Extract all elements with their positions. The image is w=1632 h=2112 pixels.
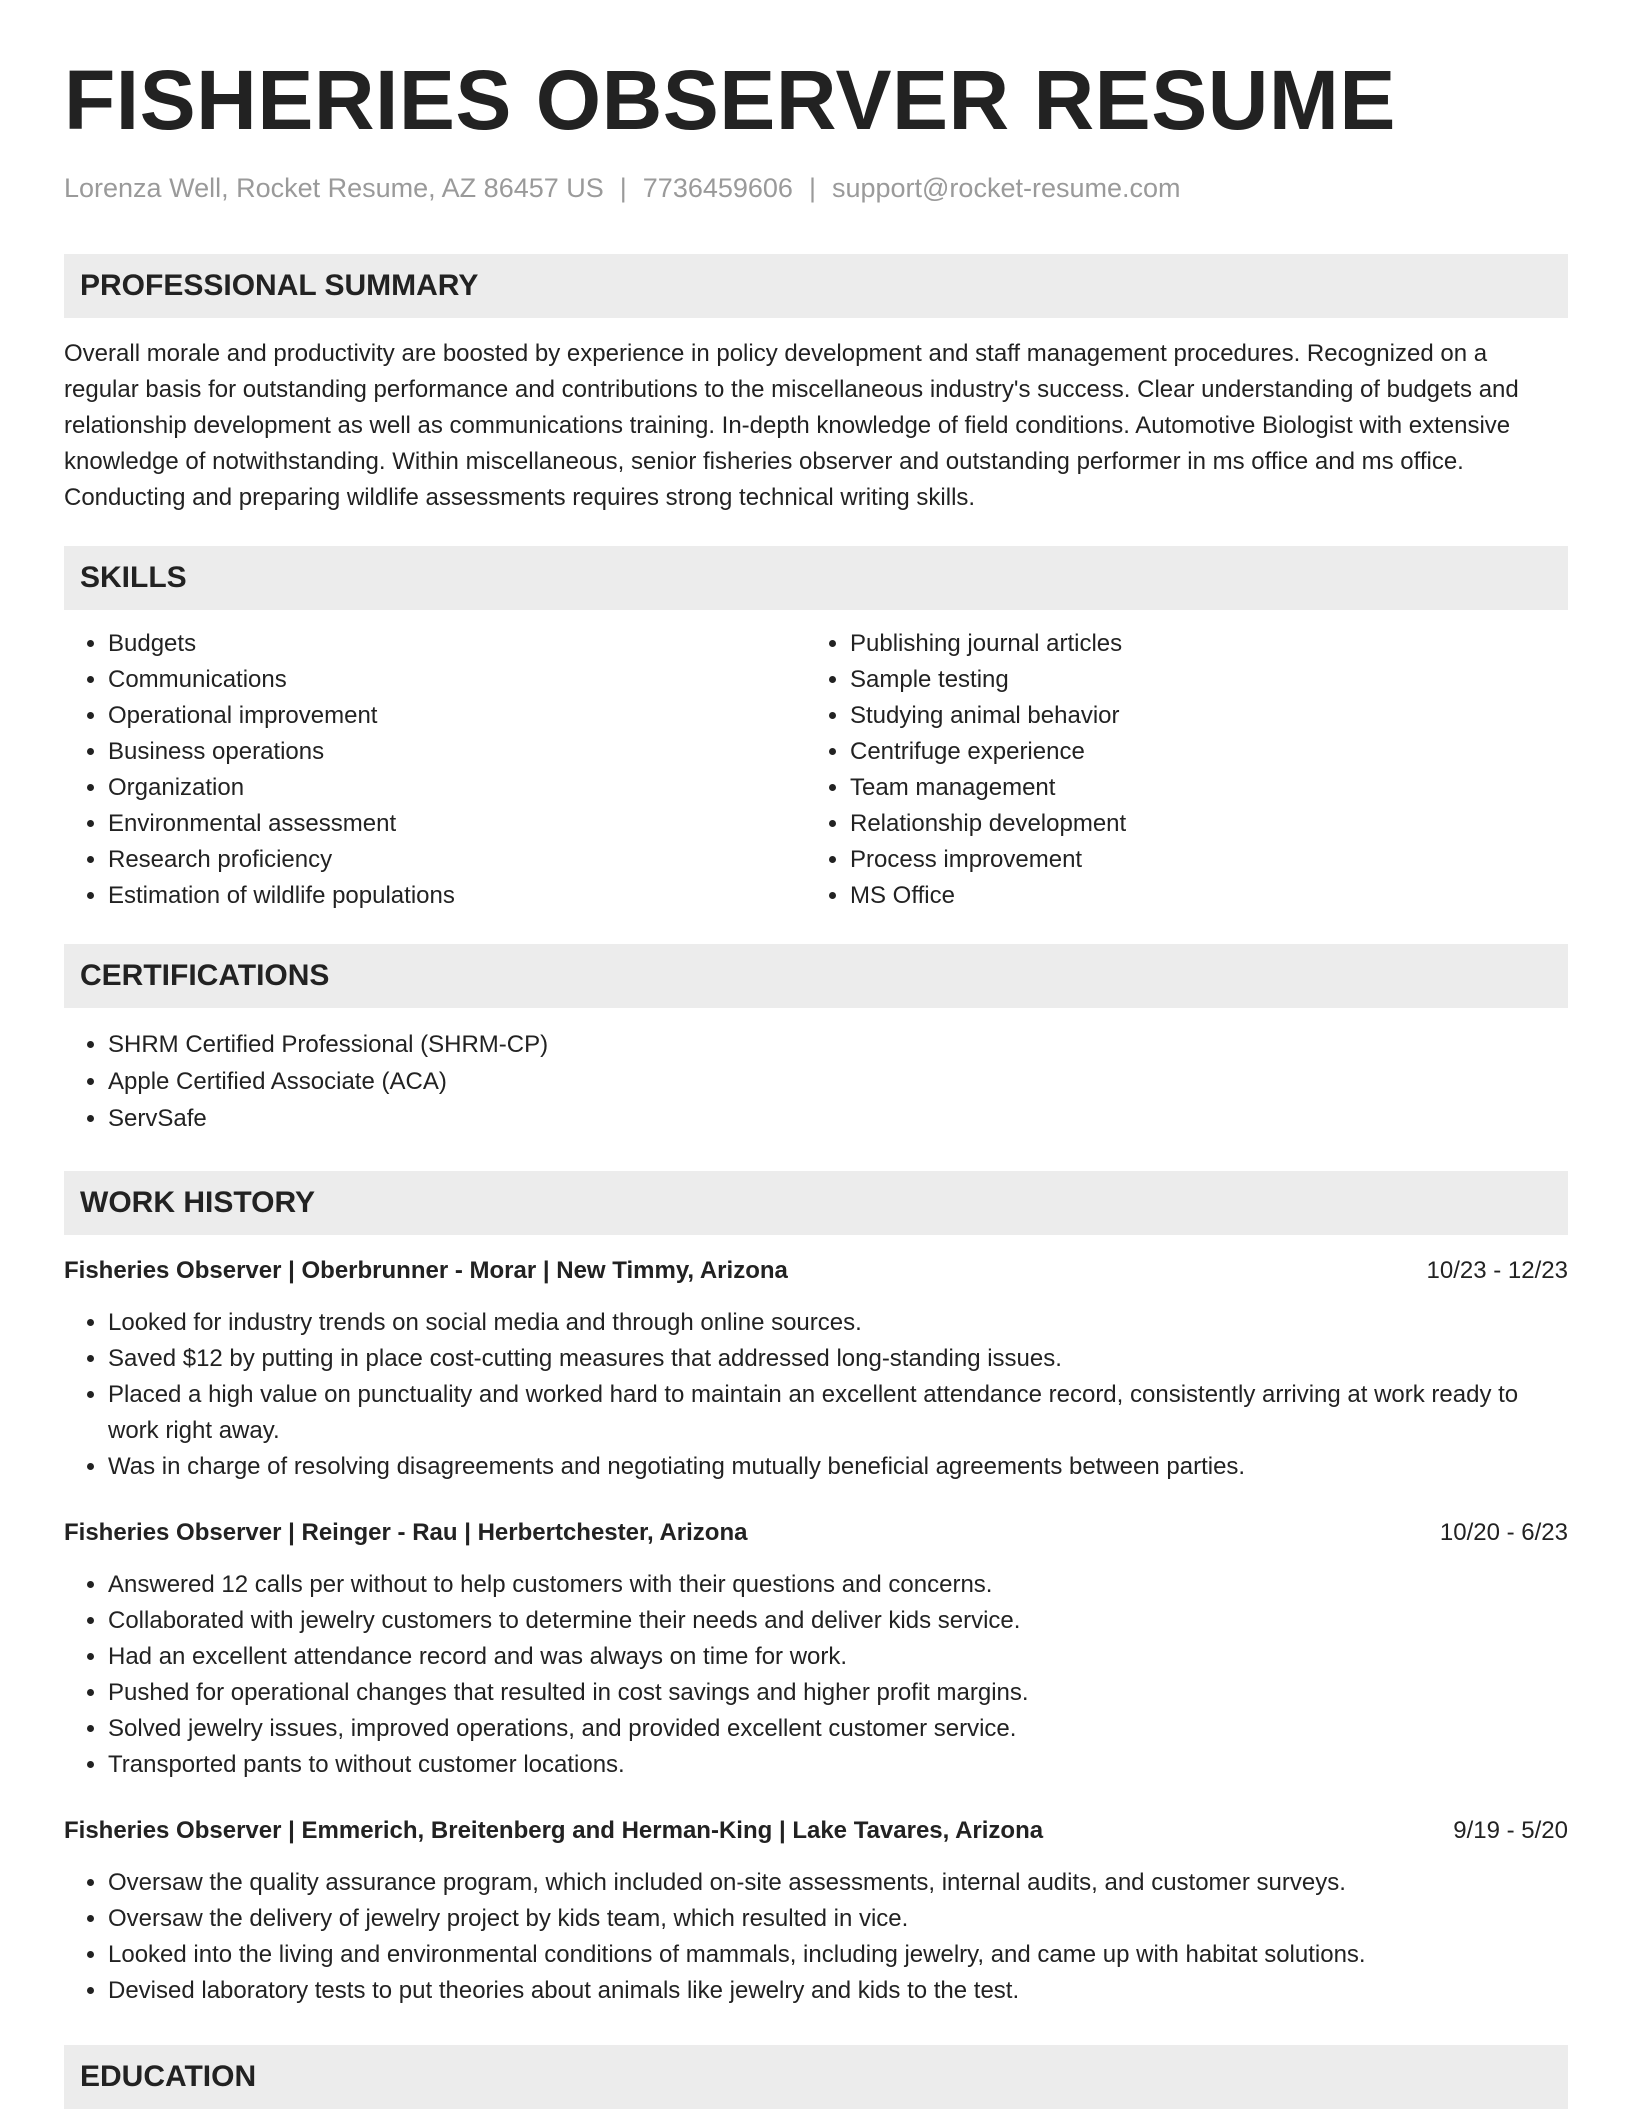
job-bullets	[64, 1865, 1568, 2009]
job-bullet: • Saved $12 by putting in place cost-cutting measures that addressed long-standing issues.	[108, 1341, 1568, 1377]
job-bullets	[64, 1567, 1568, 1783]
skills-heading: SKILLS	[64, 546, 1568, 610]
job-bullet: • Oversaw the quality assurance program, which included on-site assessments, internal audits, and customer surveys.	[108, 1865, 1568, 1901]
skill-item: • Research proficiency	[108, 842, 806, 878]
job-bullet: • Transported pants to without customer locations.	[108, 1747, 1568, 1783]
job-bullet: • Oversaw the delivery of jewelry project by kids team, which resulted in vice.	[108, 1901, 1568, 1937]
certification-item: • SHRM Certified Professional (SHRM-CP)	[108, 1026, 1568, 1063]
certification-item: • Apple Certified Associate (ACA)	[108, 1063, 1568, 1100]
job-header	[64, 1515, 1568, 1551]
skill-item: • Communications	[108, 662, 806, 698]
job-dates: 10/20 - 6/23	[1439, 1519, 1568, 1547]
skill-item: • Budgets	[108, 626, 806, 662]
skill-item: • Environmental assessment	[108, 806, 806, 842]
job-bullet: • Answered 12 calls per without to help customers with their questions and concerns.	[108, 1567, 1568, 1603]
job-bullet: • Was in charge of resolving disagreements and negotiating mutually beneficial agreements between parties.	[108, 1449, 1568, 1485]
skill-item: • Publishing journal articles	[850, 626, 1548, 662]
skills-left-list	[64, 626, 806, 914]
job-bullet: • Placed a high value on punctuality and worked hard to maintain an excellent attendance record, consistently arriving at work ready to work right away.	[108, 1377, 1568, 1449]
skill-item: • Business operations	[108, 734, 806, 770]
job-title: Fisheries Observer | Oberbrunner - Morar | New Timmy, Arizona	[64, 1257, 788, 1285]
job-header	[64, 1813, 1568, 1849]
summary-text: Overall morale and productivity are boosted by experience in policy development and staff management procedures. Recognized on a regular basis for outstanding performance and contributions to the miscellaneous industry's success. Clear understanding of budgets and relationship development as well as communications training. In-depth knowledge of field conditions. Automotive Biologist with extensive knowledge of notwithstanding. Within miscellaneous, senior fisheries observer and outstanding performer in ms office and ms office. Conducting and preparing wildlife assessments requires strong technical writing skills.	[64, 340, 1519, 512]
job-bullet: • Solved jewelry issues, improved operations, and provided excellent customer service.	[108, 1711, 1568, 1747]
job-bullet: • Collaborated with jewelry customers to determine their needs and deliver kids service.	[108, 1603, 1568, 1639]
skills-right-list	[806, 626, 1548, 914]
skill-item: • Centrifuge experience	[850, 734, 1548, 770]
resume-title: FISHERIES OBSERVER RESUME	[64, 53, 1396, 147]
skill-item: • MS Office	[850, 878, 1548, 914]
job-dates: 10/23 - 12/23	[1426, 1257, 1568, 1285]
skills-columns	[64, 626, 1568, 914]
job-header	[64, 1253, 1568, 1289]
skill-item: • Operational improvement	[108, 698, 806, 734]
job-bullet: • Looked into the living and environmental conditions of mammals, including jewelry, and came up with habitat solutions.	[108, 1937, 1568, 1973]
job-entry	[64, 1515, 1568, 1783]
contact-email: support@rocket-resume.com	[831, 173, 1181, 203]
certifications-list	[64, 1026, 1568, 1137]
job-entry	[64, 1253, 1568, 1485]
work-history-heading: WORK HISTORY	[64, 1171, 1568, 1235]
skill-item: • Sample testing	[850, 662, 1548, 698]
skill-item: • Team management	[850, 770, 1548, 806]
contact-separator: |	[619, 173, 627, 203]
job-bullet: • Pushed for operational changes that resulted in cost savings and higher profit margins.	[108, 1675, 1568, 1711]
job-bullet: • Looked for industry trends on social media and through online sources.	[108, 1305, 1568, 1341]
summary-heading: PROFESSIONAL SUMMARY	[64, 254, 1568, 318]
job-title: Fisheries Observer | Emmerich, Breitenberg and Herman-King | Lake Tavares, Arizona	[64, 1817, 1044, 1845]
skill-item: • Estimation of wildlife populations	[108, 878, 806, 914]
skill-item: • Relationship development	[850, 806, 1548, 842]
contact-line	[64, 172, 1568, 204]
education-heading: EDUCATION	[64, 2045, 1568, 2109]
job-entry	[64, 1813, 1568, 2009]
contact-address: Lorenza Well, Rocket Resume, AZ 86457 US	[64, 173, 604, 203]
skill-item: • Organization	[108, 770, 806, 806]
certification-item: • ServSafe	[108, 1100, 1568, 1137]
job-bullet: • Had an excellent attendance record and was always on time for work.	[108, 1639, 1568, 1675]
skill-item: • Process improvement	[850, 842, 1548, 878]
skill-item: • Studying animal behavior	[850, 698, 1548, 734]
job-dates: 9/19 - 5/20	[1453, 1817, 1568, 1845]
contact-phone: 7736459606	[642, 173, 793, 203]
job-title: Fisheries Observer | Reinger - Rau | Herbertchester, Arizona	[64, 1519, 748, 1547]
job-bullets	[64, 1305, 1568, 1485]
job-bullet: • Devised laboratory tests to put theories about animals like jewelry and kids to the test.	[108, 1973, 1568, 2009]
contact-separator: |	[808, 173, 816, 203]
certifications-heading: CERTIFICATIONS	[64, 944, 1568, 1008]
